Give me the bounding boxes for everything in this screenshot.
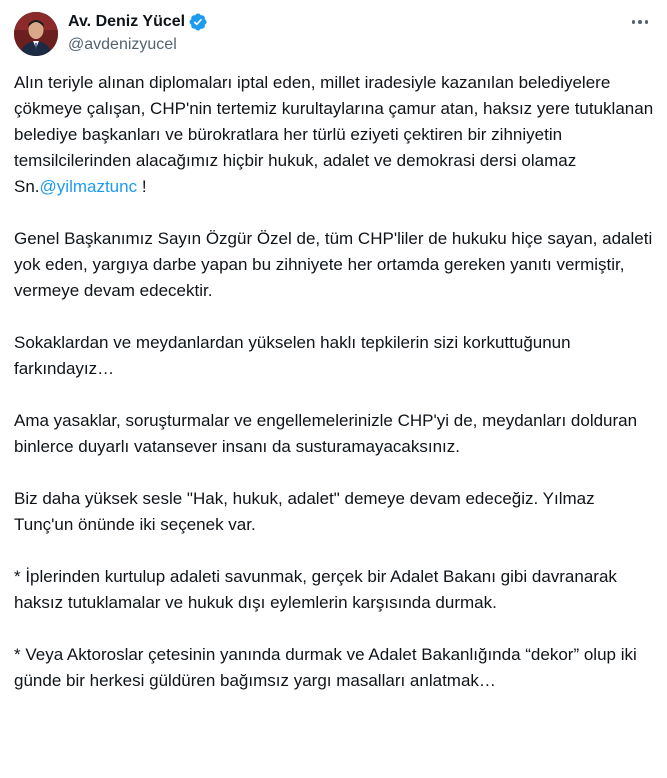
author-handle[interactable]: @avdenizyucel — [68, 36, 177, 53]
more-dot — [638, 20, 642, 24]
tweet-paragraph-7: * Veya Aktoroslar çetesinin yanında durmak ve Adalet Bakanlığında “dekor” olup iki günde bir herkesi güldüren bağımsız yargı masalları anlatmak… — [14, 645, 637, 690]
tweet-paragraph-1 — [14, 70, 654, 200]
display-name-row — [68, 10, 208, 34]
more-horizontal-icon — [632, 20, 636, 24]
more-dot — [645, 20, 649, 24]
tweet-paragraph-5: Biz daha yüksek sesle "Hak, hukuk, adalet" demeye devam edeceğiz. Yılmaz Tunç'un önünde iki seçenek var. — [14, 489, 595, 534]
tweet-text — [14, 70, 654, 720]
author-names — [68, 10, 208, 56]
tweet-paragraph-4: Ama yasaklar, soruşturmalar ve engellemelerinizle CHP'yi de, meydanları dolduran binlerce duyarlı vatansever insanı da susturamayacaksınız. — [14, 411, 638, 456]
author-display-name[interactable]: Av. Deniz Yücel — [68, 13, 186, 30]
tweet-header — [14, 10, 653, 60]
more-options-button[interactable] — [627, 12, 653, 32]
tweet-paragraph-6: * İplerinden kurtulup adaleti savunmak, gerçek bir Adalet Bakanı gibi davranarak haksız tutuklamalar ve hukuk dışı eylemlerin karşısında durmak. — [14, 567, 617, 612]
p1-end: ! — [137, 177, 147, 196]
p1-text: Alın teriyle alınan diplomaları iptal eden, millet iradesiyle kazanılan belediyelere çökmeye çalışan, CHP'nin tertemiz kurultaylarına çamur atan, haksız yere tutuklanan belediye başkanları ve bürokratlara her türlü eziyeti çektiren bir zihniyetin temsilcilerinden alacağımız hiçbir hukuk, adalet ve demokrasi dersi olamaz Sn. — [14, 73, 654, 196]
mention-link[interactable]: @yilmaztunc — [39, 177, 138, 196]
verified-badge-icon — [188, 12, 208, 32]
avatar[interactable] — [14, 12, 58, 56]
avatar-image — [14, 12, 58, 56]
tweet-paragraph-3: Sokaklardan ve meydanlardan yükselen haklı tepkilerin sizi korkuttuğunun farkındayız… — [14, 333, 571, 378]
tweet-paragraph-2: Genel Başkanımız Sayın Özgür Özel de, tüm CHP'liler de hukuku hiçe sayan, adaleti yok eden, yargıya darbe yapan bu zihniyete her ortamda gereken yanıtı vermiştir, vermeye devam edecektir. — [14, 229, 653, 300]
